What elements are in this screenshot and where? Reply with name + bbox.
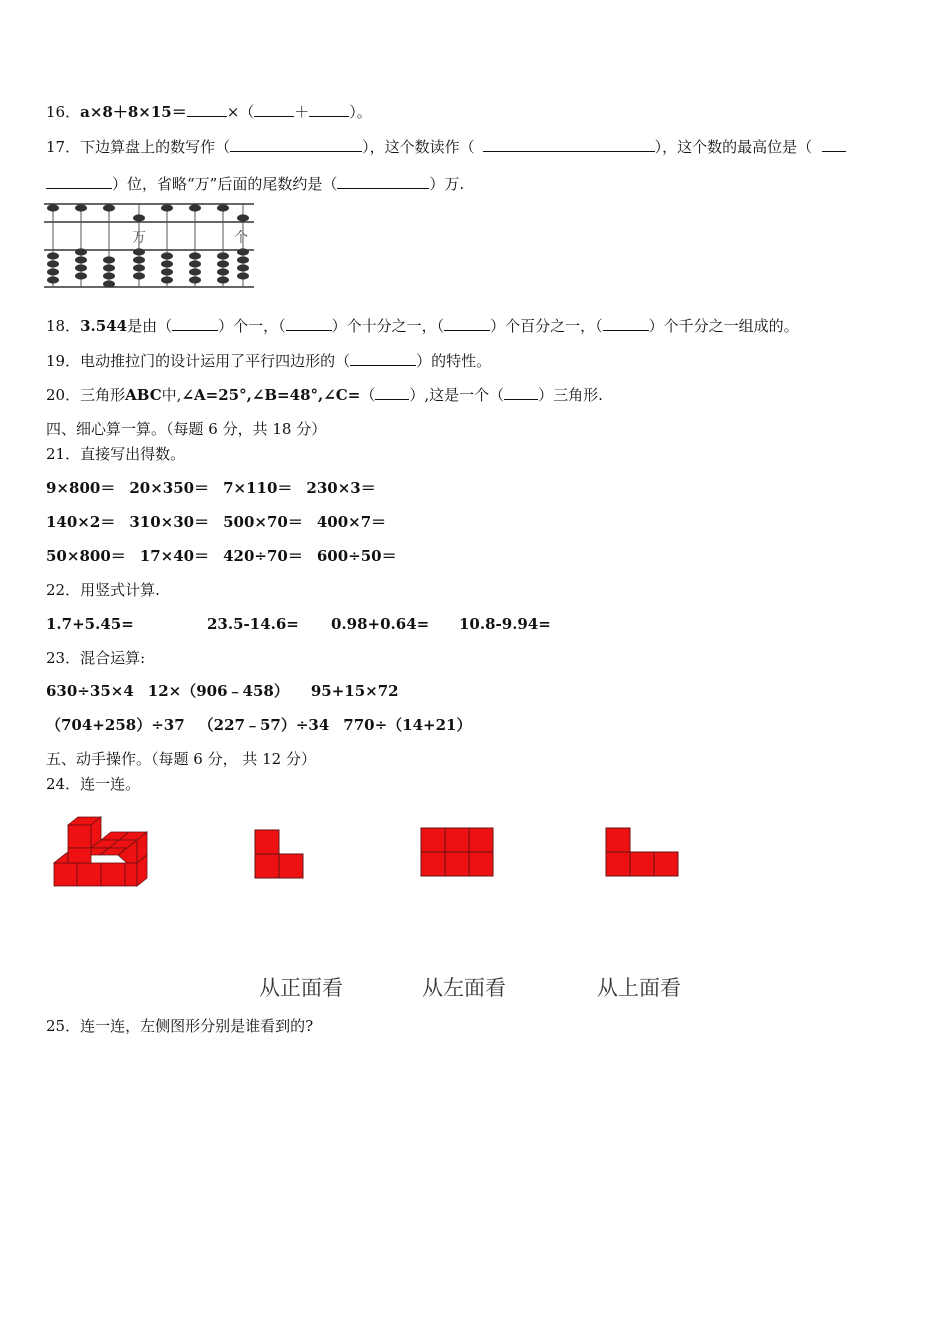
abacus-bead-lower [133, 248, 145, 255]
q21-item: 310×30＝ [129, 513, 210, 531]
q18-blank-3[interactable] [444, 316, 490, 331]
abacus-bead-upper [237, 214, 249, 221]
q21-item: 17×40＝ [139, 547, 210, 565]
q21-item: 50×800＝ [46, 547, 126, 565]
abacus-bead-lower [237, 272, 249, 279]
question-23-title [46, 648, 145, 668]
view-shape-l-long [605, 827, 681, 879]
q21-item: 500×70＝ [223, 513, 303, 531]
question-17-line-2 [46, 174, 464, 194]
q20-abc: ABC [125, 386, 162, 404]
q21-item: 400×7＝ [316, 513, 387, 531]
q20-text-3: （ [360, 386, 376, 404]
q23-item: 630÷35×4 [46, 682, 134, 700]
section-5-title: 五、动手操作。（每题 6 分， 共 12 分） [46, 750, 316, 768]
q18-text-3: ）个十分之一，（ [331, 317, 445, 335]
q19-text-1: 电动推拉门的设计运用了平行四边形的（ [80, 352, 351, 370]
q21-item: 230×3＝ [306, 479, 376, 497]
q17-text-d: 位，省略“万”后面的尾数约是（ [127, 175, 338, 193]
q20-blank-1[interactable] [375, 385, 409, 400]
q17-paren: ） [112, 175, 128, 193]
abacus-bead-lower [237, 256, 249, 263]
q18-blank-2[interactable] [286, 316, 332, 331]
q16-blank-2[interactable] [254, 102, 294, 117]
abacus-bead-upper [161, 204, 173, 211]
q17-blank-read[interactable] [483, 137, 655, 152]
abacus-bead-lower [47, 260, 59, 267]
question-24-title [46, 774, 140, 794]
q16-blank-1[interactable] [187, 102, 227, 117]
q20-text-4: ）,这是一个（ [409, 386, 505, 404]
abacus-bead-lower [189, 260, 201, 267]
q21-item: 140×2＝ [46, 513, 116, 531]
q23-number: 23． [46, 649, 81, 667]
abacus-bead-lower [47, 276, 59, 283]
section-4-title: 四、细心算一算。（每题 6 分，共 18 分） [46, 420, 327, 438]
abacus-bead-lower [189, 268, 201, 275]
abacus-bead-lower [237, 264, 249, 271]
abacus-bead-upper [133, 214, 145, 221]
q16-plus: ＋ [294, 103, 310, 121]
question-16 [46, 102, 372, 122]
q20-text-1: 三角形 [80, 386, 126, 404]
q22-item: 0.98+0.64= [331, 615, 430, 633]
q21-row-1 [46, 478, 376, 498]
q21-item: 420÷70＝ [223, 547, 303, 565]
q23-title-text: 混合运算: [80, 649, 146, 667]
abacus-bead-lower [161, 276, 173, 283]
q16-blank-3[interactable] [309, 102, 349, 117]
question-17-line-1 [46, 137, 846, 157]
abacus-bead-lower [133, 264, 145, 271]
q19-text-2: ）的特性。 [416, 352, 492, 370]
q18-text-4: ）个百分之一，（ [490, 317, 603, 335]
q23-item: 770÷（14+21） [343, 716, 472, 734]
q20-angle-c: ∠C= [323, 386, 361, 404]
abacus-label-ge: 个 [234, 230, 248, 246]
abacus-beads [47, 204, 249, 287]
q24-number: 24． [46, 775, 81, 793]
abacus-bead-lower [189, 252, 201, 259]
q17-blank-written[interactable] [230, 137, 362, 152]
view-caption-front[interactable]: 从正面看 [259, 976, 343, 1000]
abacus-bead-lower [237, 248, 249, 255]
abacus-bead-upper [189, 204, 201, 211]
abacus-bead-lower [75, 272, 87, 279]
q23-row-2 [46, 715, 471, 735]
q18-blank-1[interactable] [172, 316, 218, 331]
q17-blank-approx[interactable] [337, 174, 429, 189]
abacus-bead-lower [189, 276, 201, 283]
abacus-bead-lower [103, 272, 115, 279]
q16-number: 16． [46, 103, 81, 121]
q19-blank[interactable] [350, 351, 416, 366]
q22-number: 22． [46, 581, 81, 599]
q18-value: 3.544 [80, 317, 128, 335]
q20-blank-2[interactable] [504, 385, 538, 400]
view-caption-top[interactable]: 从上面看 [597, 976, 681, 1000]
view-caption-left[interactable]: 从左面看 [422, 976, 506, 1000]
abacus-label-wan: 万 [132, 230, 146, 246]
view-shape-l [254, 829, 306, 881]
abacus-bead-lower [217, 260, 229, 267]
abacus-bead-upper [75, 204, 87, 211]
q16-expression: a×8＋8×15＝ [80, 103, 187, 121]
abacus-bead-lower [133, 272, 145, 279]
q22-item: 10.8-9.94= [459, 615, 551, 633]
question-19 [46, 351, 491, 371]
q20-angle-b: ∠B=48°, [251, 386, 324, 404]
q17-blank-highest-2[interactable] [46, 174, 112, 189]
abacus-bead-lower [103, 256, 115, 263]
q23-item: （227﹣57）÷34 [198, 716, 330, 734]
q21-number: 21． [46, 445, 81, 463]
q25-title-text: 连一连，左侧图形分别是谁看到的? [80, 1017, 314, 1035]
q17-text-c: ），这个数的最高位是（ [654, 138, 813, 156]
q24-title-text: 连一连。 [80, 775, 141, 793]
abacus-bead-lower [161, 268, 173, 275]
q20-text-5: ）三角形. [538, 386, 603, 404]
abacus-bead-lower [103, 280, 115, 287]
abacus-bead-lower [217, 268, 229, 275]
abacus-bead-lower [47, 252, 59, 259]
q18-text-2: ）个一，（ [218, 317, 286, 335]
q20-angle-a: ∠A=25°, [181, 386, 252, 404]
q22-item: 23.5-14.6= [207, 615, 299, 633]
abacus-bead-lower [47, 268, 59, 275]
abacus-bead-lower [217, 276, 229, 283]
abacus-bead-upper [47, 204, 59, 211]
abacus-bead-lower [133, 256, 145, 263]
cube-solid-figure [52, 815, 152, 889]
q23-item: 95+15×72 [310, 682, 399, 700]
abacus-bead-lower [161, 260, 173, 267]
q18-text-5: ）个千分之一组成的。 [648, 317, 799, 335]
abacus-bead-upper [217, 204, 229, 211]
q22-title-text: 用竖式计算. [80, 581, 160, 599]
abacus-bead-lower [217, 252, 229, 259]
q17-number: 17． [46, 138, 81, 156]
abacus-bead-lower [103, 264, 115, 271]
q21-item: 7×110＝ [223, 479, 293, 497]
q16-end: ）。 [349, 103, 372, 121]
q16-times: ×（ [226, 103, 255, 121]
q21-item: 9×800＝ [46, 479, 116, 497]
abacus-bead-lower [75, 256, 87, 263]
question-20 [46, 385, 603, 405]
q23-item: （704+258）÷37 [46, 716, 185, 734]
q20-text-2: 中, [161, 386, 182, 404]
abacus-bead-lower [75, 248, 87, 255]
q25-number: 25． [46, 1017, 81, 1035]
q17-text-a: 下边算盘上的数写作（ [80, 138, 231, 156]
q21-title-text: 直接写出得数。 [80, 445, 186, 463]
question-22-title [46, 580, 160, 600]
question-18 [46, 316, 799, 336]
abacus-bead-lower [161, 252, 173, 259]
q20-number: 20． [46, 386, 81, 404]
q17-text-b: ），这个数读作（ [362, 138, 475, 156]
abacus-figure [44, 200, 256, 292]
q19-number: 19． [46, 352, 81, 370]
q17-blank-highest-1[interactable] [822, 137, 846, 152]
q21-item: 600÷50＝ [316, 547, 397, 565]
abacus-bead-lower [75, 264, 87, 271]
q18-blank-4[interactable] [603, 316, 649, 331]
q18-text-1: 是由（ [127, 317, 173, 335]
question-21-title [46, 444, 185, 464]
q22-items [46, 614, 551, 634]
q22-item: 1.7+5.45= [46, 615, 134, 633]
question-25-title [46, 1016, 313, 1036]
q21-row-3 [46, 546, 397, 566]
abacus-bead-upper [103, 204, 115, 211]
view-shape-rect [420, 827, 496, 879]
q17-text-e: ）万. [429, 175, 465, 193]
q21-item: 20×350＝ [129, 479, 210, 497]
q23-item: 12×（906﹣458） [147, 682, 289, 700]
q21-row-2 [46, 512, 386, 532]
q18-number: 18． [46, 317, 81, 335]
q23-row-1 [46, 681, 399, 701]
